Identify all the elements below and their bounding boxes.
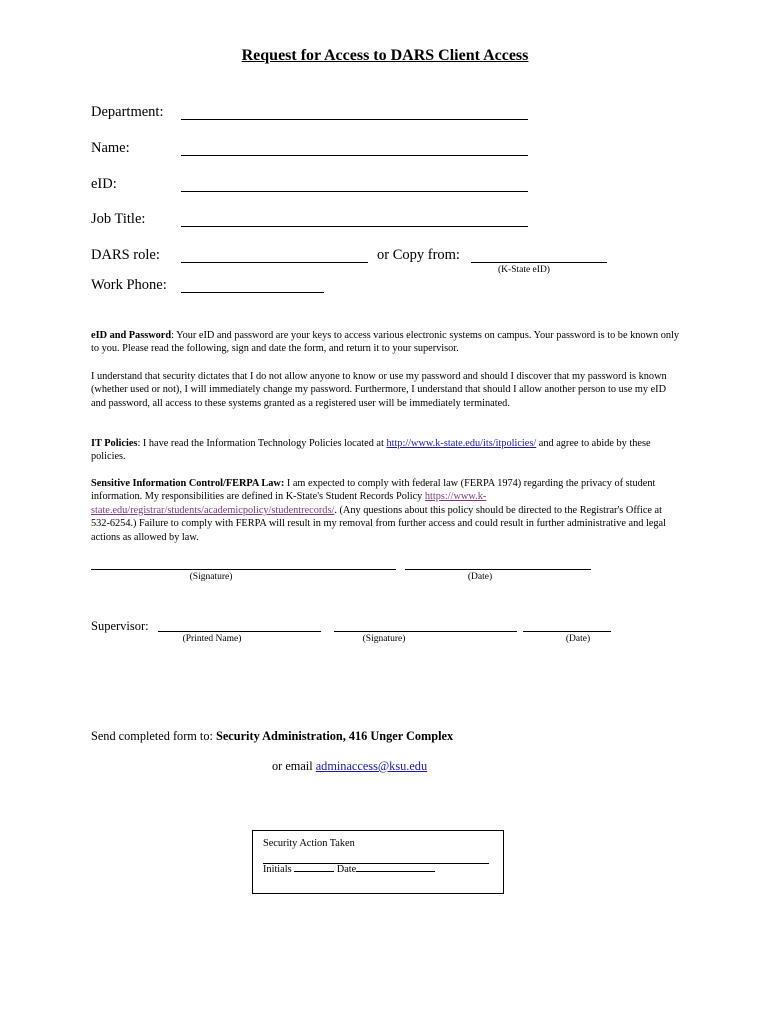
name-label: Name: bbox=[91, 140, 130, 156]
email-link[interactable]: adminaccess@ksu.edu bbox=[315, 759, 428, 773]
ferpa-text-post: . (Any questions about this policy should be directed to the Registrar's Office at 532-6254.) Failure to comply with FERPA will result in my removal from further access and could result in further administrative and legal actions as allowed by law. bbox=[91, 504, 666, 543]
email-line bbox=[272, 759, 427, 774]
ferpa-text-pre: I am expected to comply with federal law (FERPA 1974) regarding the privacy of student information. My responsibilities are defined in K-State's Student Records Policy bbox=[91, 478, 656, 503]
signature-line[interactable] bbox=[91, 569, 396, 570]
job-title-field[interactable] bbox=[181, 226, 528, 227]
eid-password-text: : Your eID and password are your keys to access various electronic systems on campus. Your password is to be known only to you. Please read the following, sign and date the form, and return it to your supervisor. bbox=[91, 330, 680, 355]
security-initials-field[interactable] bbox=[294, 871, 334, 872]
eid-password-paragraph bbox=[91, 329, 681, 356]
work-phone-label: Work Phone: bbox=[91, 277, 167, 293]
supervisor-date-line[interactable] bbox=[523, 631, 611, 632]
email-prefix: or email bbox=[272, 759, 316, 773]
dars-role-field[interactable] bbox=[181, 262, 368, 263]
security-action-title: Security Action Taken bbox=[263, 838, 355, 849]
page-title: Request for Access to DARS Client Access bbox=[241, 47, 529, 64]
eid-label: eID: bbox=[91, 176, 117, 192]
supervisor-printed-name-line[interactable] bbox=[158, 631, 321, 632]
security-date-label: Date bbox=[336, 864, 357, 875]
it-policies-paragraph bbox=[91, 437, 681, 464]
eid-field[interactable] bbox=[181, 191, 528, 192]
kstate-eid-note: (K-State eID) bbox=[498, 265, 550, 275]
copy-from-label: or Copy from: bbox=[377, 247, 460, 263]
ferpa-paragraph bbox=[91, 477, 681, 544]
security-action-box bbox=[252, 830, 504, 894]
department-field[interactable] bbox=[181, 119, 528, 120]
supervisor-signature-caption: (Signature) bbox=[362, 634, 406, 644]
send-instructions bbox=[91, 729, 453, 744]
supervisor-signature-line[interactable] bbox=[334, 631, 517, 632]
date-caption: (Date) bbox=[467, 572, 493, 582]
supervisor-date-caption: (Date) bbox=[565, 634, 591, 644]
job-title-label: Job Title: bbox=[91, 211, 146, 227]
it-policies-link[interactable]: http://www.k-state.edu/its/itpolicies/ bbox=[386, 438, 537, 449]
it-policies-text-post: and agree to abide by these policies. bbox=[91, 438, 651, 463]
supervisor-label: Supervisor: bbox=[91, 619, 149, 633]
security-date-field[interactable] bbox=[356, 871, 435, 872]
signature-caption: (Signature) bbox=[189, 572, 233, 582]
copy-from-field[interactable] bbox=[471, 262, 607, 263]
eid-password-heading: eID and Password bbox=[91, 330, 172, 341]
security-initials-row bbox=[263, 864, 435, 875]
security-initials-label: Initials bbox=[263, 864, 292, 875]
name-field[interactable] bbox=[181, 155, 528, 156]
date-line[interactable] bbox=[405, 569, 591, 570]
dars-role-label: DARS role: bbox=[91, 247, 160, 263]
it-policies-heading: IT Policies bbox=[91, 438, 138, 449]
send-prefix: Send completed form to: bbox=[91, 729, 216, 743]
work-phone-field[interactable] bbox=[181, 292, 324, 293]
supervisor-printed-name-caption: (Printed Name) bbox=[182, 634, 242, 644]
department-label: Department: bbox=[91, 104, 164, 120]
student-records-policy-link[interactable]: https://www.k-state.edu/registrar/students/academicpolicy/studentrecords/ bbox=[91, 491, 487, 516]
it-policies-text-pre: : I have read the Information Technology Policies located at bbox=[137, 438, 387, 449]
understand-paragraph: I understand that security dictates that I do not allow anyone to know or use my password and should I discover that my password is known (whether used or not), I will immediately change my password. Furthermore, I understand that should I allow another person to use my eID and password, all access to these systems granted as a registered user will be immediately terminated. bbox=[91, 371, 667, 409]
send-destination: Security Administration, 416 Unger Complex bbox=[216, 729, 454, 743]
ferpa-heading: Sensitive Information Control/FERPA Law: bbox=[91, 478, 285, 489]
